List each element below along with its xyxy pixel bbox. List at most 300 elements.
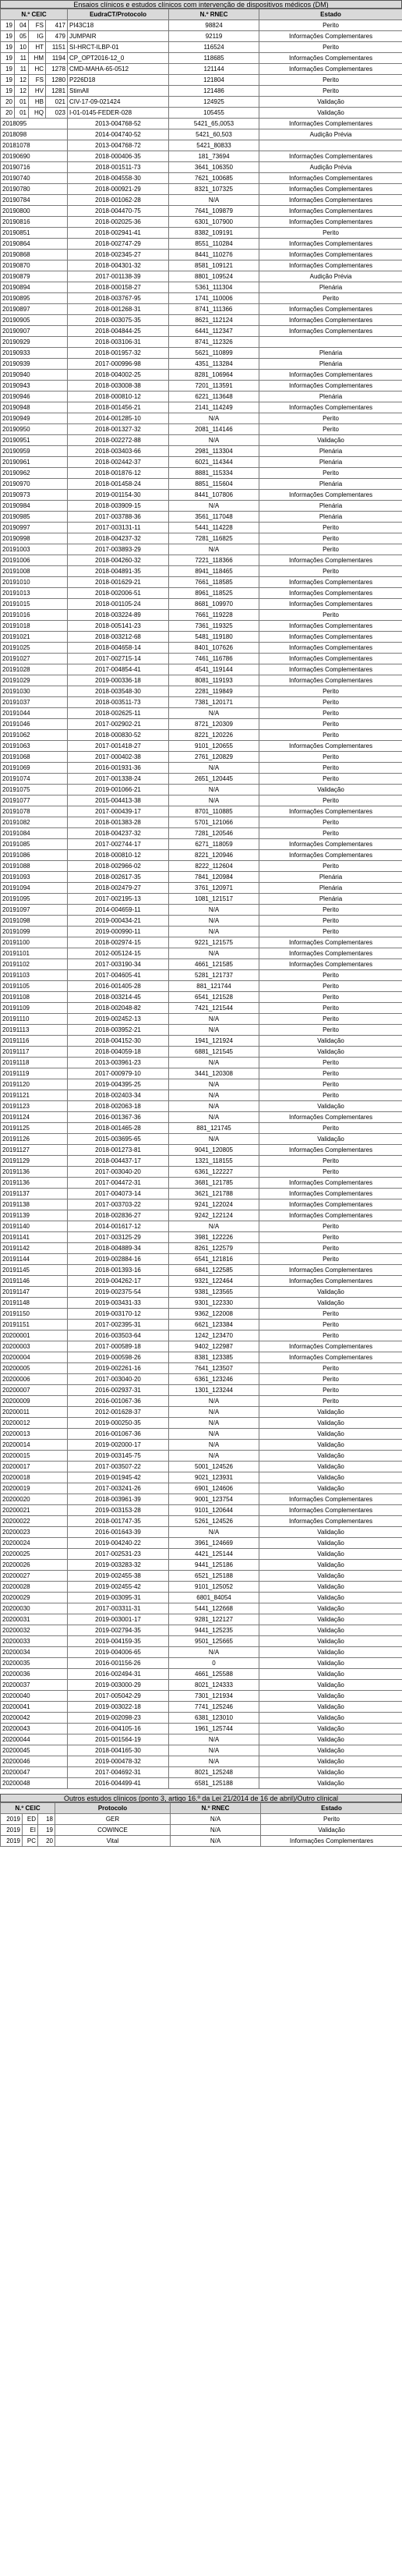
cell-rnec: 8221_120946 <box>169 850 259 861</box>
cell-ceic: 20191093 <box>1 872 68 883</box>
table-row <box>1 1636 402 1647</box>
table-row <box>1 64 402 75</box>
cell-eudract: 2018-001327-32 <box>68 424 169 435</box>
table-row <box>1 937 402 948</box>
cell-ceic: 20191125 <box>1 1123 68 1134</box>
cell-rnec: N/A <box>169 1014 259 1025</box>
cell-status: Validação <box>259 1593 402 1603</box>
cell-status: Informações Complementares <box>259 1199 402 1210</box>
cell-status: Validação <box>259 1582 402 1593</box>
cell-status: Perito <box>259 1331 402 1341</box>
cell-eudract: 2018-000921-29 <box>68 184 169 195</box>
cell-status: Perito <box>259 1003 402 1014</box>
cell-eudract: 2018-001458-24 <box>68 479 169 490</box>
cell-eudract: 2018-003767-95 <box>68 293 169 304</box>
cell-rnec: 6361_122227 <box>169 1167 259 1178</box>
cell-eudract: 2018-002747-29 <box>68 239 169 250</box>
other-body <box>1 1814 402 1847</box>
cell-eudract: 2019-000478-32 <box>68 1756 169 1767</box>
cell-eudract: 2015-003695-65 <box>68 1134 169 1145</box>
cell-rnec: 2281_119849 <box>169 686 259 697</box>
cell-ceic: 20190984 <box>1 501 68 512</box>
table-row <box>1 1101 402 1112</box>
cell-ceic: 20200020 <box>1 1494 68 1505</box>
cell-eudract: 2018-004844-25 <box>68 326 169 337</box>
cell-eudract: 2018-001105-24 <box>68 599 169 610</box>
cell-rnec: N/A <box>171 1836 261 1847</box>
cell-ceic: 20191006 <box>1 555 68 566</box>
cell-rnec: N/A <box>169 1112 259 1123</box>
cell-status: Perito <box>259 1068 402 1079</box>
table-row <box>1 1582 402 1593</box>
cell-number: 1281 <box>46 86 68 97</box>
table-row <box>1 850 402 861</box>
cell-ceic: 2018095 <box>1 119 68 129</box>
cell-ceic: 20190740 <box>1 173 68 184</box>
table-row <box>1 523 402 533</box>
cell-rnec: 9402_122987 <box>169 1341 259 1352</box>
cell-status: Validação <box>259 1745 402 1756</box>
cell-status: Plenária <box>259 501 402 512</box>
cell-eudract: 2018-003961-39 <box>68 1494 169 1505</box>
cell-year: 20 <box>1 108 15 119</box>
cell-rnec: N/A <box>169 1745 259 1756</box>
table-row <box>1 1276 402 1287</box>
cell-rnec: N/A <box>169 1090 259 1101</box>
cell-eudract: 2017-001138-39 <box>68 271 169 282</box>
cell-ceic: 20191140 <box>1 1221 68 1232</box>
cell-rnec: N/A <box>169 1429 259 1440</box>
cell-rnec: 7381_120171 <box>169 697 259 708</box>
cell-rnec: N/A <box>169 1079 259 1090</box>
table-row <box>1 905 402 916</box>
cell-status: Informações Complementares <box>259 217 402 228</box>
cell-eudract: 2018-003212-68 <box>68 632 169 643</box>
cell-eudract: 2012-005124-15 <box>68 948 169 959</box>
cell-ceic: 20191088 <box>1 861 68 872</box>
cell-rnec: 3641_106350 <box>169 162 259 173</box>
cell-rnec: 7361_119325 <box>169 621 259 632</box>
cell-ceic: 20191028 <box>1 664 68 675</box>
table-row <box>1 1516 402 1527</box>
cell-status: Plenária <box>259 872 402 883</box>
cell-ceic: 20200011 <box>1 1407 68 1418</box>
cell-rnec: N/A <box>169 905 259 916</box>
cell-eudract: 2019-000434-21 <box>68 916 169 927</box>
cell-eudract: 2018-000830-52 <box>68 730 169 741</box>
cell-ceic: 20200048 <box>1 1778 68 1789</box>
cell-status: Informações Complementares <box>259 490 402 501</box>
cell-ceic: 20190961 <box>1 457 68 468</box>
cell-status: Informações Complementares <box>259 937 402 948</box>
cell-month: 05 <box>15 31 29 42</box>
cell-eudract: 2018-000810-12 <box>68 850 169 861</box>
cell-ceic: 20200042 <box>1 1713 68 1724</box>
cell-status: Informações Complementares <box>259 1505 402 1516</box>
cell-rnec: 6841_122585 <box>169 1265 259 1276</box>
cell-ceic: 20200044 <box>1 1734 68 1745</box>
cell-eudract: 2018-001456-21 <box>68 402 169 413</box>
cell-eudract: 2017-004854-41 <box>68 664 169 675</box>
cell-eudract: 2016-002937-31 <box>68 1385 169 1396</box>
cell-status: Perito <box>259 86 402 97</box>
cell-eudract: 2018-001511-73 <box>68 162 169 173</box>
cell-ceic: 20191126 <box>1 1134 68 1145</box>
cell-eudract: 2019-001154-30 <box>68 490 169 501</box>
cell-rnec: 3561_117048 <box>169 512 259 523</box>
table-row <box>1 1734 402 1745</box>
table-row <box>1 1363 402 1374</box>
cell-status: Validação <box>261 1825 402 1836</box>
cell-eudract: 2018-002025-36 <box>68 217 169 228</box>
cell-status: Perito <box>259 905 402 916</box>
table-row <box>1 1134 402 1145</box>
table-row <box>1 1647 402 1658</box>
cell-status: Plenária <box>259 392 402 402</box>
cell-eudract: 2018-002006-51 <box>68 588 169 599</box>
table-row <box>1 86 402 97</box>
cell-rnec: 1081_121517 <box>169 894 259 905</box>
cell-status: Perito <box>259 424 402 435</box>
cell-ceic: 20191151 <box>1 1320 68 1331</box>
cell-rnec: 9001_123754 <box>169 1494 259 1505</box>
cell-status: Informações Complementares <box>259 31 402 42</box>
cell-status: Validação <box>259 1462 402 1472</box>
cell-eudract: 2018-001957-32 <box>68 348 169 359</box>
cell-rnec: 8021_125248 <box>169 1767 259 1778</box>
table-row <box>1 1538 402 1549</box>
cell-site: ED <box>23 1814 38 1825</box>
cell-status: Informações Complementares <box>259 643 402 654</box>
cell-number: 19 <box>38 1825 55 1836</box>
cell-eudract: 2017-002395-31 <box>68 1320 169 1331</box>
cell-rnec: 6521_125188 <box>169 1571 259 1582</box>
table-row <box>1 1494 402 1505</box>
cell-status: Validação <box>259 1636 402 1647</box>
cell-ceic: 20191120 <box>1 1079 68 1090</box>
cell-year: 20 <box>1 97 15 108</box>
cell-status: Informações Complementares <box>259 402 402 413</box>
cell-eudract: 2013-004768-72 <box>68 140 169 151</box>
cell-number: 417 <box>46 20 68 31</box>
table-row <box>1 1090 402 1101</box>
cell-ceic: 20200037 <box>1 1680 68 1691</box>
cell-rnec: 7661_119228 <box>169 610 259 621</box>
cell-rnec: N/A <box>169 195 259 206</box>
cell-status: Perito <box>259 970 402 981</box>
cell-status: Validação <box>259 1724 402 1734</box>
cell-eudract: 2017-003311-31 <box>68 1603 169 1614</box>
cell-eudract: 2017-004692-31 <box>68 1767 169 1778</box>
cell-ceic: 20190949 <box>1 413 68 424</box>
cell-eudract: 2017-000979-10 <box>68 1068 169 1079</box>
cell-rnec: N/A <box>169 948 259 959</box>
cell-eudract: 2016-001367-36 <box>68 1112 169 1123</box>
cell-eudract: 2017-002744-17 <box>68 839 169 850</box>
cell-status: Informações Complementares <box>259 206 402 217</box>
cell-rnec: N/A <box>169 1756 259 1767</box>
table-row <box>1 555 402 566</box>
table-row <box>1 806 402 817</box>
table-row <box>1 664 402 675</box>
cell-rnec: 4541_119144 <box>169 664 259 675</box>
cell-rnec: 3981_122226 <box>169 1232 259 1243</box>
cell-eudract: 2018-004658-14 <box>68 643 169 654</box>
cell-eudract: 2019-000990-11 <box>68 927 169 937</box>
table-row <box>1 1825 402 1836</box>
cell-eudract: 2018-003008-38 <box>68 381 169 392</box>
table-row <box>1 435 402 446</box>
cell-ceic: 20200035 <box>1 1658 68 1669</box>
cell-protocol: I-01-0145-FEDER-028 <box>68 108 169 119</box>
cell-eudract: 2018-002941-41 <box>68 228 169 239</box>
cell-ceic: 20191127 <box>1 1145 68 1156</box>
cell-status: Validação <box>259 1527 402 1538</box>
cell-rnec: 9441_125186 <box>169 1560 259 1571</box>
cell-ceic: 20190816 <box>1 217 68 228</box>
cell-status: Validação <box>259 435 402 446</box>
cell-site: EI <box>23 1825 38 1836</box>
cell-ceic: 20191044 <box>1 708 68 719</box>
cell-ceic: 20190943 <box>1 381 68 392</box>
cell-status: Informações Complementares <box>259 195 402 206</box>
table-row <box>1 1593 402 1603</box>
table-row <box>1 883 402 894</box>
cell-status: Informações Complementares <box>259 555 402 566</box>
table-row <box>1 315 402 326</box>
cell-rnec: 7641_109879 <box>169 206 259 217</box>
cell-eudract: 2018-004891-35 <box>68 566 169 577</box>
cell-rnec: N/A <box>169 795 259 806</box>
table-row <box>1 1003 402 1014</box>
cell-rnec: 6441_112347 <box>169 326 259 337</box>
cell-rnec: 9241_122024 <box>169 1199 259 1210</box>
table-row <box>1 1472 402 1483</box>
cell-eudract: 2019-002794-35 <box>68 1625 169 1636</box>
cell-number: 1278 <box>46 64 68 75</box>
cell-rnec: 9381_123565 <box>169 1287 259 1298</box>
table-row <box>1 337 402 348</box>
cell-rnec: 1961_125744 <box>169 1724 259 1734</box>
cell-eudract: 2016-003503-64 <box>68 1331 169 1341</box>
cell-rnec: 881_121744 <box>169 981 259 992</box>
cell-status: Audição Prévia <box>259 162 402 173</box>
cell-ceic: 20200046 <box>1 1756 68 1767</box>
table-row <box>1 730 402 741</box>
table-row <box>1 1418 402 1429</box>
table-row <box>1 1814 402 1825</box>
cell-rnec: 6901_124606 <box>169 1483 259 1494</box>
cell-ceic: 20190879 <box>1 271 68 282</box>
cell-status: Validação <box>259 1713 402 1724</box>
table-row <box>1 916 402 927</box>
cell-ceic: 20190946 <box>1 392 68 402</box>
cell-ceic: 20200032 <box>1 1625 68 1636</box>
cell-status: Informações Complementares <box>259 1112 402 1123</box>
table-row <box>1 108 402 119</box>
table-row <box>1 599 402 610</box>
cell-rnec: N/A <box>169 501 259 512</box>
cell-eudract: 2017-003703-22 <box>68 1199 169 1210</box>
table-row <box>1 1058 402 1068</box>
cell-ceic: 20200031 <box>1 1614 68 1625</box>
cell-eudract: 2018-002345-27 <box>68 250 169 260</box>
cell-ceic: 20200022 <box>1 1516 68 1527</box>
table-row <box>1 752 402 763</box>
cell-ceic: 20191075 <box>1 785 68 795</box>
cell-status: Perito <box>259 1090 402 1101</box>
cell-status: Plenária <box>259 348 402 359</box>
cell-eudract: 2019-003022-18 <box>68 1702 169 1713</box>
cell-status: Validação <box>259 1734 402 1745</box>
table-row <box>1 1756 402 1767</box>
cell-status: Plenária <box>259 446 402 457</box>
cell-status: Informações Complementares <box>259 315 402 326</box>
cell-ceic: 20191025 <box>1 643 68 654</box>
table-row <box>1 1745 402 1756</box>
cell-rnec: 8881_115334 <box>169 468 259 479</box>
cell-eudract: 2018-002442-37 <box>68 457 169 468</box>
cell-status: Perito <box>259 730 402 741</box>
cell-year: 2019 <box>1 1814 23 1825</box>
cell-eudract: 2016-001067-36 <box>68 1429 169 1440</box>
cell-eudract: 2019-002098-23 <box>68 1713 169 1724</box>
cell-status: Informações Complementares <box>259 304 402 315</box>
table-row <box>1 1440 402 1451</box>
cell-status: Perito <box>259 566 402 577</box>
cell-rnec: N/A <box>169 763 259 774</box>
table-row <box>1 828 402 839</box>
cell-eudract: 2019-001945-42 <box>68 1472 169 1483</box>
table-row <box>1 774 402 785</box>
table-row <box>1 785 402 795</box>
cell-rnec: 0 <box>169 1658 259 1669</box>
cell-ceic: 20190940 <box>1 370 68 381</box>
cell-ceic: 20191097 <box>1 905 68 916</box>
cell-eudract: 2018-004237-32 <box>68 828 169 839</box>
cell-rnec: 4351_113284 <box>169 359 259 370</box>
cell-eudract: 2013-003961-23 <box>68 1058 169 1068</box>
cell-ceic: 20191121 <box>1 1090 68 1101</box>
cell-ceic: 20191118 <box>1 1058 68 1068</box>
cell-ceic: 20200043 <box>1 1724 68 1734</box>
cell-ceic: 20191013 <box>1 588 68 599</box>
table-row <box>1 1462 402 1472</box>
table-row <box>1 1614 402 1625</box>
cell-rnec: 181_73694 <box>169 151 259 162</box>
cell-eudract: 2018-004152-30 <box>68 1036 169 1047</box>
cell-eudract: 2018-002063-18 <box>68 1101 169 1112</box>
cell-ceic: 20191129 <box>1 1156 68 1167</box>
table-row <box>1 424 402 435</box>
header-rnec: N.º RNEC <box>169 9 259 20</box>
cell-protocol: CIV-17-09-021424 <box>68 97 169 108</box>
table-row <box>1 741 402 752</box>
cell-ceic: 20200021 <box>1 1505 68 1516</box>
cell-eudract: 2018-002272-88 <box>68 435 169 446</box>
cell-rnec: 5441_114228 <box>169 523 259 533</box>
cell-eudract: 2017-000439-17 <box>68 806 169 817</box>
cell-status: Perito <box>259 1156 402 1167</box>
cell-rnec: 8851_115604 <box>169 479 259 490</box>
cell-rnec: 7281_116825 <box>169 533 259 544</box>
cell-eudract: 2018-004889-34 <box>68 1243 169 1254</box>
cell-ceic: 20200023 <box>1 1527 68 1538</box>
table-row <box>1 1724 402 1734</box>
cell-ceic: 20190868 <box>1 250 68 260</box>
cell-status: Validação <box>259 1549 402 1560</box>
cell-rnec: 881_121745 <box>169 1123 259 1134</box>
cell-rnec: N/A <box>169 785 259 795</box>
table-row <box>1 1341 402 1352</box>
cell-rnec: 8621_112124 <box>169 315 259 326</box>
cell-eudract: 2019-000336-18 <box>68 675 169 686</box>
cell-year: 19 <box>1 53 15 64</box>
cell-status: Validação <box>259 1472 402 1483</box>
cell-ceic: 20191062 <box>1 730 68 741</box>
cell-ceic: 20200009 <box>1 1396 68 1407</box>
cell-status: Informações Complementares <box>259 239 402 250</box>
cell-ceic: 20191037 <box>1 697 68 708</box>
cell-rnec: 3441_120308 <box>169 1068 259 1079</box>
cell-status: Informações Complementares <box>259 119 402 129</box>
cell-eudract: 2018-001273-81 <box>68 1145 169 1156</box>
cell-status: Informações Complementares <box>259 151 402 162</box>
cell-status: Validação <box>259 1134 402 1145</box>
cell-rnec: 9281_122127 <box>169 1614 259 1625</box>
cell-status: Informações Complementares <box>259 326 402 337</box>
cell-eudract: 2019-003095-31 <box>68 1593 169 1603</box>
cell-status: Perito <box>259 774 402 785</box>
cell-status: Perito <box>259 610 402 621</box>
cell-status: Perito <box>259 1232 402 1243</box>
table-row <box>1 1374 402 1385</box>
cell-month: 12 <box>15 75 29 86</box>
table-row <box>1 686 402 697</box>
cell-site: IG <box>29 31 46 42</box>
cell-status: Validação <box>259 1101 402 1112</box>
cell-ceic: 20191103 <box>1 970 68 981</box>
cell-ceic: 20190962 <box>1 468 68 479</box>
table-row <box>1 1254 402 1265</box>
cell-eudract: 2018-003952-21 <box>68 1025 169 1036</box>
cell-protocol: Vital <box>55 1836 171 1847</box>
cell-rnec: 8321_107325 <box>169 184 259 195</box>
cell-rnec: 8581_109121 <box>169 260 259 271</box>
cell-ceic: 20190894 <box>1 282 68 293</box>
cell-status: Validação <box>259 1036 402 1047</box>
cell-eudract: 2016-001931-36 <box>68 763 169 774</box>
cell-rnec: 3621_121788 <box>169 1189 259 1199</box>
cell-status: Perito <box>259 817 402 828</box>
cell-ceic: 20190998 <box>1 533 68 544</box>
section-title-main: Ensaios clínicos e estudos clínicos com intervenção de dispositivos médicos (DM) <box>0 0 402 9</box>
cell-ceic: 20200034 <box>1 1647 68 1658</box>
table-row <box>1 992 402 1003</box>
cell-eudract: 2018-003511-73 <box>68 697 169 708</box>
table-row <box>1 1836 402 1847</box>
cell-status: Informações Complementares <box>259 588 402 599</box>
cell-eudract: 2017-003040-20 <box>68 1374 169 1385</box>
table-row <box>1 293 402 304</box>
cell-status: Plenária <box>259 457 402 468</box>
cell-status: Informações Complementares <box>259 948 402 959</box>
cell-eudract: 2016-001643-39 <box>68 1527 169 1538</box>
cell-rnec: 2761_120829 <box>169 752 259 763</box>
cell-rnec: N/A <box>169 544 259 555</box>
cell-number: 20 <box>38 1836 55 1847</box>
table-row <box>1 184 402 195</box>
